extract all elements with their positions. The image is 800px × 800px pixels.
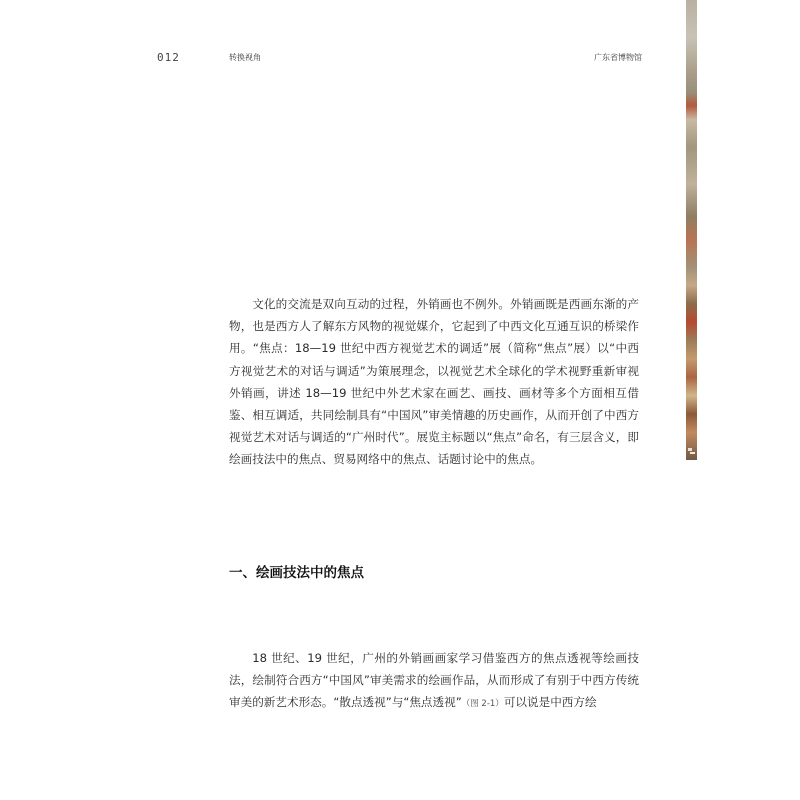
publisher-running-head: 广东省博物馆 bbox=[594, 53, 642, 62]
painting-edge-image bbox=[686, 0, 697, 460]
intro-paragraph: 文化的交流是双向互动的过程，外销画也不例外。外销画既是西画东渐的产物，也是西方人了解东方风物的视觉媒介，它起到了中西文化互通互识的桥梁作用。“焦点：18—19 世纪中西方视觉艺术的调适”展（简称“焦点”展）以“中西方视觉艺术的对话与调适”为策展理念，以视觉艺术全球化的学术视野重新审视外销画，讲述 18—19 世纪中外艺术家在画艺、画技、画材等多个方面相互借鉴、相互调适，共同绘制具有“中国风”审美情趣的历史画作，从而开创了中西方视觉艺术对话与调适的“广州时代”。展览主标题以“焦点”命名，有三层含义，即绘画技法中的焦点、贸易网络中的焦点、话题讨论中的焦点。 bbox=[229, 297, 639, 467]
chapter-running-head: 转换视角 bbox=[229, 53, 261, 62]
figure-reference: （图 2-1） bbox=[461, 699, 504, 710]
section-heading: 一、绘画技法中的焦点 bbox=[229, 565, 364, 581]
paragraph-text: 可以说是中西方绘 bbox=[503, 695, 597, 710]
painting-edge-detail bbox=[690, 452, 695, 454]
page-number: 012 bbox=[157, 51, 180, 64]
section-paragraph bbox=[229, 647, 639, 716]
painting-edge-detail bbox=[688, 448, 692, 451]
paragraph-text: 18 世纪、19 世纪，广州的外销画画家学习借鉴西方的焦点透视等绘画技法，绘制符合西方“中国风”审美需求的绘画作品，从而形成了有别于中西方传统审美的新艺术形态。“散点透视”与“焦点透视” bbox=[229, 651, 639, 710]
